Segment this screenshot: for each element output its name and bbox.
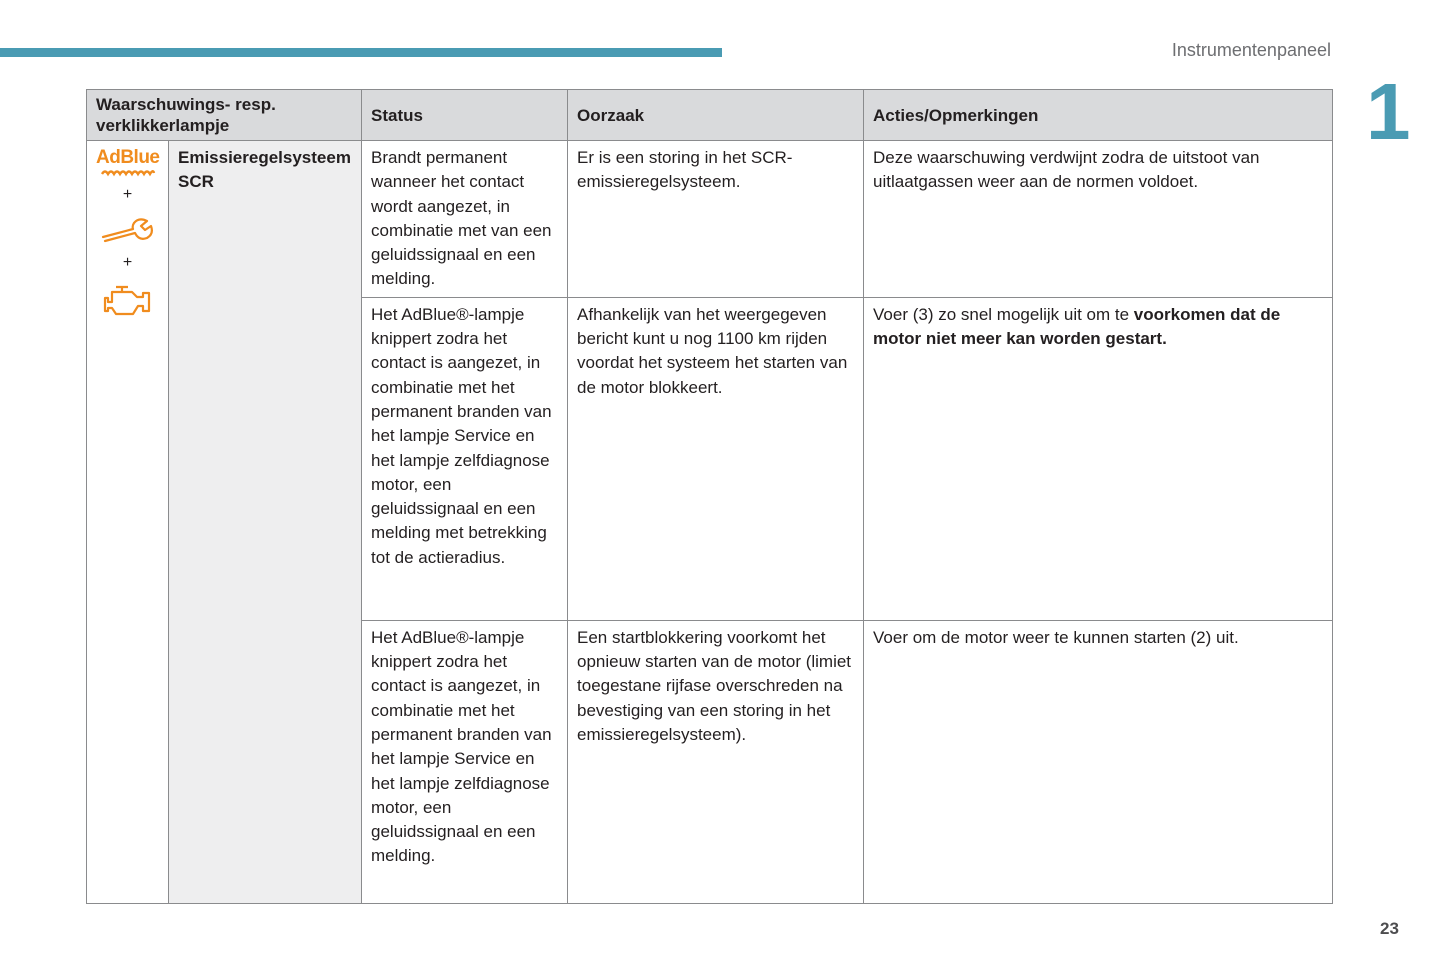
action-cell: Voer om de motor weer te kunnen starten (2) uit. (864, 620, 1333, 903)
status-cell: Brandt permanent wanneer het contact wordt aangezet, in combinatie met van een geluidssignaal en een melding. (362, 141, 568, 298)
column-header-cause: Oorzaak (568, 90, 864, 141)
adblue-wave-icon (100, 168, 156, 177)
lamp-icons-cell (87, 141, 169, 904)
action-cell (864, 297, 1333, 620)
action-cell: Deze waarschuwing verdwijnt zodra de uitstoot van uitlaatgassen weer aan de normen voldoet. (864, 141, 1333, 298)
column-header-lamp: Waarschuwings- resp. verklikkerlampje (87, 90, 362, 141)
action-emphasis: voorkomen dat de motor niet meer kan worden gestart. (873, 304, 1281, 349)
warning-lights-table (86, 89, 1333, 904)
status-cell: Het AdBlue®-lampje knippert zodra het contact is aangezet, in combinatie met het permanent branden van het lampje Service en het lampje zelfdiagnose motor, een geluidssignaal en een melding met betrekking tot de actieradius. (362, 297, 568, 620)
column-header-actions: Acties/Opmerkingen (864, 90, 1333, 141)
cause-cell: Er is een storing in het SCR-emissieregelsysteem. (568, 141, 864, 298)
header-accent-bar (0, 48, 722, 57)
adblue-logo-text: AdBlue (96, 147, 160, 168)
page-number: 23 (1380, 919, 1399, 938)
table-header-row (87, 90, 1333, 141)
cause-cell: Afhankelijk van het weergegeven bericht kunt u nog 1100 km rijden voordat het systeem het starten van de motor blokkeert. (568, 297, 864, 620)
section-title: Instrumentenpaneel (1171, 40, 1331, 60)
action-text: Voer (3) zo snel mogelijk uit om te (873, 304, 1134, 324)
column-header-status: Status (362, 90, 568, 141)
chapter-number: 1 (1366, 67, 1411, 156)
plus-sign: + (122, 254, 133, 271)
cause-cell: Een startblokkering voorkomt het opnieuw starten van de motor (limiet toegestane rijfase overschreden na bevestiging van een storing in het emissieregelsysteem). (568, 620, 864, 903)
service-wrench-icon (99, 213, 157, 245)
system-name-cell: Emissieregelsysteem SCR (169, 141, 362, 904)
engine-diagnosis-icon (102, 281, 154, 321)
plus-sign: + (122, 186, 133, 203)
table-row (87, 141, 1333, 298)
adblue-icon (96, 148, 160, 177)
status-cell: Het AdBlue®-lampje knippert zodra het contact is aangezet, in combinatie met het permanent branden van het lampje Service en het lampje zelfdiagnose motor, een geluidssignaal en een melding. (362, 620, 568, 903)
